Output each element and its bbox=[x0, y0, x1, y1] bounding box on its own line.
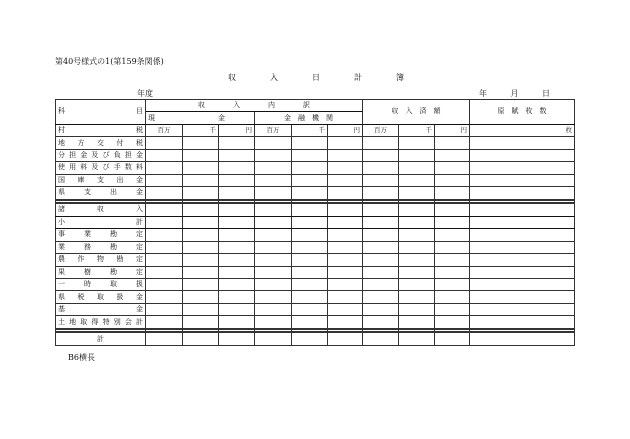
amount-cell bbox=[146, 149, 183, 161]
amount-cell bbox=[328, 278, 363, 290]
amount-cell bbox=[219, 316, 255, 328]
amount-cell bbox=[328, 303, 363, 315]
ledger-title bbox=[228, 72, 404, 83]
amount-cell bbox=[219, 291, 255, 303]
amount-cell bbox=[146, 316, 183, 328]
amount-cell bbox=[255, 333, 292, 346]
amount-cell bbox=[435, 229, 470, 241]
amount-cell bbox=[255, 174, 292, 186]
amount-cell bbox=[183, 229, 219, 241]
amount-cell bbox=[219, 137, 255, 149]
amount-cell bbox=[328, 216, 363, 228]
amount-cell bbox=[219, 174, 255, 186]
amount-cell bbox=[328, 162, 363, 174]
amount-cell bbox=[470, 162, 575, 174]
amount-cell bbox=[470, 333, 575, 346]
amount-cell bbox=[328, 316, 363, 328]
ledger-row bbox=[56, 266, 575, 278]
amount-cell bbox=[219, 303, 255, 315]
amount-cell bbox=[219, 162, 255, 174]
amount-cell bbox=[435, 241, 470, 253]
amount-cell bbox=[435, 291, 470, 303]
ledger-row bbox=[56, 229, 575, 241]
title-char: 収 bbox=[228, 73, 236, 82]
ledger-row bbox=[56, 187, 575, 199]
unit-label: 千 bbox=[399, 124, 435, 136]
amount-cell bbox=[435, 278, 470, 290]
amount-cell bbox=[435, 174, 470, 186]
amount-cell bbox=[292, 187, 328, 199]
amount-cell bbox=[399, 204, 435, 216]
title-char: 入 bbox=[270, 73, 278, 82]
amount-cell bbox=[292, 241, 328, 253]
amount-cell bbox=[292, 291, 328, 303]
title-char: 簿 bbox=[396, 73, 404, 82]
amount-cell bbox=[219, 266, 255, 278]
subject-cell: 分担金及び負担金 bbox=[56, 149, 146, 161]
amount-cell bbox=[146, 254, 183, 266]
amount-cell bbox=[399, 316, 435, 328]
amount-cell bbox=[470, 229, 575, 241]
amount-cell bbox=[470, 137, 575, 149]
amount-cell bbox=[146, 216, 183, 228]
amount-cell bbox=[292, 204, 328, 216]
subject-cell: 計 bbox=[56, 333, 146, 346]
amount-cell bbox=[183, 316, 219, 328]
amount-cell bbox=[470, 187, 575, 199]
ledger-row bbox=[56, 162, 575, 174]
amount-cell bbox=[146, 266, 183, 278]
amount-cell bbox=[399, 137, 435, 149]
amount-cell bbox=[183, 291, 219, 303]
date-fields bbox=[479, 88, 550, 99]
unit-label: 円 bbox=[328, 124, 363, 136]
amount-cell bbox=[470, 204, 575, 216]
amount-cell bbox=[183, 137, 219, 149]
amount-cell bbox=[435, 303, 470, 315]
amount-cell bbox=[363, 149, 399, 161]
subject-cell: 諸 収 入 bbox=[56, 204, 146, 216]
ledger-row bbox=[56, 291, 575, 303]
amount-cell bbox=[183, 303, 219, 315]
amount-cell bbox=[399, 303, 435, 315]
amount-cell bbox=[292, 333, 328, 346]
amount-cell bbox=[363, 291, 399, 303]
amount-cell bbox=[255, 187, 292, 199]
unit-label: 百万 bbox=[146, 124, 183, 136]
amount-cell bbox=[292, 174, 328, 186]
amount-cell bbox=[435, 149, 470, 161]
amount-cell bbox=[146, 137, 183, 149]
amount-cell bbox=[219, 149, 255, 161]
income-details-header: 収 入 内 訳 bbox=[146, 100, 363, 112]
amount-cell bbox=[363, 187, 399, 199]
amount-cell bbox=[363, 229, 399, 241]
amount-cell bbox=[328, 254, 363, 266]
amount-cell bbox=[183, 204, 219, 216]
amount-cell bbox=[146, 303, 183, 315]
subject-cell: 地方交付税 bbox=[56, 137, 146, 149]
receipt-settled-header: 収 入 済 額 bbox=[363, 100, 470, 125]
amount-cell bbox=[470, 149, 575, 161]
amount-cell bbox=[470, 254, 575, 266]
amount-cell bbox=[219, 204, 255, 216]
amount-cell bbox=[255, 316, 292, 328]
amount-cell bbox=[292, 278, 328, 290]
amount-cell bbox=[292, 162, 328, 174]
amount-cell bbox=[435, 162, 470, 174]
unit-label: 枚 bbox=[470, 124, 575, 136]
amount-cell bbox=[219, 333, 255, 346]
unit-label: 円 bbox=[219, 124, 255, 136]
amount-cell bbox=[399, 241, 435, 253]
amount-cell bbox=[255, 204, 292, 216]
income-ledger-table bbox=[55, 99, 575, 346]
subject-cell: 県税取扱金 bbox=[56, 291, 146, 303]
month-label: 月 bbox=[510, 89, 519, 98]
amount-cell bbox=[255, 216, 292, 228]
amount-cell bbox=[292, 149, 328, 161]
amount-cell bbox=[470, 216, 575, 228]
amount-cell bbox=[292, 316, 328, 328]
amount-cell bbox=[219, 216, 255, 228]
amount-cell bbox=[328, 241, 363, 253]
amount-cell bbox=[470, 278, 575, 290]
amount-cell bbox=[183, 162, 219, 174]
amount-cell bbox=[328, 187, 363, 199]
amount-cell bbox=[183, 241, 219, 253]
subject-header: 科 目 bbox=[56, 100, 146, 125]
amount-cell bbox=[292, 229, 328, 241]
amount-cell bbox=[328, 229, 363, 241]
amount-cell bbox=[363, 254, 399, 266]
ledger-row bbox=[56, 241, 575, 253]
amount-cell bbox=[219, 241, 255, 253]
amount-cell bbox=[328, 266, 363, 278]
unit-label: 百万 bbox=[363, 124, 399, 136]
amount-cell bbox=[399, 291, 435, 303]
amount-cell bbox=[399, 149, 435, 161]
amount-cell bbox=[255, 291, 292, 303]
amount-cell bbox=[292, 303, 328, 315]
ledger-row bbox=[56, 204, 575, 216]
amount-cell bbox=[435, 216, 470, 228]
amount-cell bbox=[146, 174, 183, 186]
year-label: 年 bbox=[479, 89, 487, 98]
subject-cell: 使用料及び手数料 bbox=[56, 162, 146, 174]
amount-cell bbox=[328, 333, 363, 346]
amount-cell bbox=[146, 241, 183, 253]
amount-cell bbox=[399, 229, 435, 241]
amount-cell bbox=[470, 241, 575, 253]
subject-cell: 基 金 bbox=[56, 303, 146, 315]
amount-cell bbox=[399, 333, 435, 346]
subject-cell: 農作物勘定 bbox=[56, 254, 146, 266]
amount-cell bbox=[470, 303, 575, 315]
amount-cell bbox=[363, 303, 399, 315]
amount-cell bbox=[219, 254, 255, 266]
amount-cell bbox=[219, 187, 255, 199]
unit-label: 千 bbox=[292, 124, 328, 136]
amount-cell bbox=[255, 254, 292, 266]
amount-cell bbox=[255, 149, 292, 161]
amount-cell bbox=[292, 216, 328, 228]
amount-cell bbox=[328, 174, 363, 186]
amount-cell bbox=[363, 216, 399, 228]
fiscal-year-label: 年度 bbox=[137, 89, 153, 98]
amount-cell bbox=[363, 316, 399, 328]
amount-cell bbox=[146, 278, 183, 290]
ledger-row bbox=[56, 254, 575, 266]
subject-cell: 業務勘定 bbox=[56, 241, 146, 253]
amount-cell bbox=[435, 137, 470, 149]
amount-cell bbox=[219, 278, 255, 290]
amount-cell bbox=[328, 204, 363, 216]
amount-cell bbox=[183, 266, 219, 278]
ledger-row bbox=[56, 174, 575, 186]
amount-cell bbox=[183, 187, 219, 199]
amount-cell bbox=[399, 254, 435, 266]
amount-cell bbox=[435, 187, 470, 199]
amount-cell bbox=[183, 278, 219, 290]
amount-cell bbox=[399, 187, 435, 199]
amount-cell bbox=[255, 278, 292, 290]
amount-cell bbox=[183, 216, 219, 228]
amount-cell bbox=[183, 149, 219, 161]
ledger-row bbox=[56, 149, 575, 161]
amount-cell bbox=[363, 266, 399, 278]
subject-cell: 県支出金 bbox=[56, 187, 146, 199]
amount-cell bbox=[328, 149, 363, 161]
unit-label: 円 bbox=[435, 124, 470, 136]
amount-cell bbox=[146, 291, 183, 303]
original-voucher-count-header: 原 賦 枚 数 bbox=[470, 100, 575, 125]
amount-cell bbox=[435, 254, 470, 266]
amount-cell bbox=[470, 316, 575, 328]
amount-cell bbox=[399, 278, 435, 290]
amount-cell bbox=[470, 266, 575, 278]
amount-cell bbox=[363, 174, 399, 186]
unit-label: 千 bbox=[183, 124, 219, 136]
subject-cell: 土地取得特別会計 bbox=[56, 316, 146, 328]
subject-cell: 一時取扱 bbox=[56, 278, 146, 290]
amount-cell bbox=[183, 333, 219, 346]
subject-cell: 事業勘定 bbox=[56, 229, 146, 241]
amount-cell bbox=[146, 162, 183, 174]
amount-cell bbox=[435, 316, 470, 328]
amount-cell bbox=[399, 162, 435, 174]
day-label: 日 bbox=[542, 89, 550, 98]
cash-header: 現 金 bbox=[146, 112, 255, 124]
ledger-row bbox=[56, 316, 575, 328]
amount-cell bbox=[219, 229, 255, 241]
title-char: 日 bbox=[312, 73, 320, 82]
amount-cell bbox=[435, 333, 470, 346]
amount-cell bbox=[255, 162, 292, 174]
title-char: 計 bbox=[354, 73, 362, 82]
amount-cell bbox=[255, 266, 292, 278]
amount-cell bbox=[363, 241, 399, 253]
subject-cell: 村 税 bbox=[56, 124, 146, 136]
ledger-row bbox=[56, 278, 575, 290]
amount-cell bbox=[255, 137, 292, 149]
ledger-row bbox=[56, 124, 575, 136]
paper-size-note: B6横長 bbox=[68, 353, 95, 362]
subject-cell: 果樹勘定 bbox=[56, 266, 146, 278]
amount-cell bbox=[146, 229, 183, 241]
amount-cell bbox=[470, 291, 575, 303]
amount-cell bbox=[399, 216, 435, 228]
amount-cell bbox=[363, 162, 399, 174]
ledger-row bbox=[56, 137, 575, 149]
amount-cell bbox=[255, 303, 292, 315]
amount-cell bbox=[292, 137, 328, 149]
ledger-row bbox=[56, 303, 575, 315]
financial-institution-header: 金 融 機 関 bbox=[255, 112, 363, 124]
ledger-row bbox=[56, 216, 575, 228]
amount-cell bbox=[146, 333, 183, 346]
unit-label: 百万 bbox=[255, 124, 292, 136]
amount-cell bbox=[435, 204, 470, 216]
amount-cell bbox=[255, 241, 292, 253]
amount-cell bbox=[363, 137, 399, 149]
amount-cell bbox=[255, 229, 292, 241]
amount-cell bbox=[292, 266, 328, 278]
amount-cell bbox=[328, 137, 363, 149]
amount-cell bbox=[399, 266, 435, 278]
amount-cell bbox=[328, 291, 363, 303]
form-number: 第40号様式の1(第159条関係) bbox=[55, 57, 164, 66]
amount-cell bbox=[399, 174, 435, 186]
amount-cell bbox=[470, 174, 575, 186]
amount-cell bbox=[146, 187, 183, 199]
amount-cell bbox=[183, 174, 219, 186]
amount-cell bbox=[363, 204, 399, 216]
amount-cell bbox=[435, 266, 470, 278]
amount-cell bbox=[363, 278, 399, 290]
amount-cell bbox=[292, 254, 328, 266]
subject-cell: 国庫支出金 bbox=[56, 174, 146, 186]
ledger-row bbox=[56, 333, 575, 346]
amount-cell bbox=[146, 204, 183, 216]
subject-cell: 小 計 bbox=[56, 216, 146, 228]
amount-cell bbox=[363, 333, 399, 346]
amount-cell bbox=[183, 254, 219, 266]
